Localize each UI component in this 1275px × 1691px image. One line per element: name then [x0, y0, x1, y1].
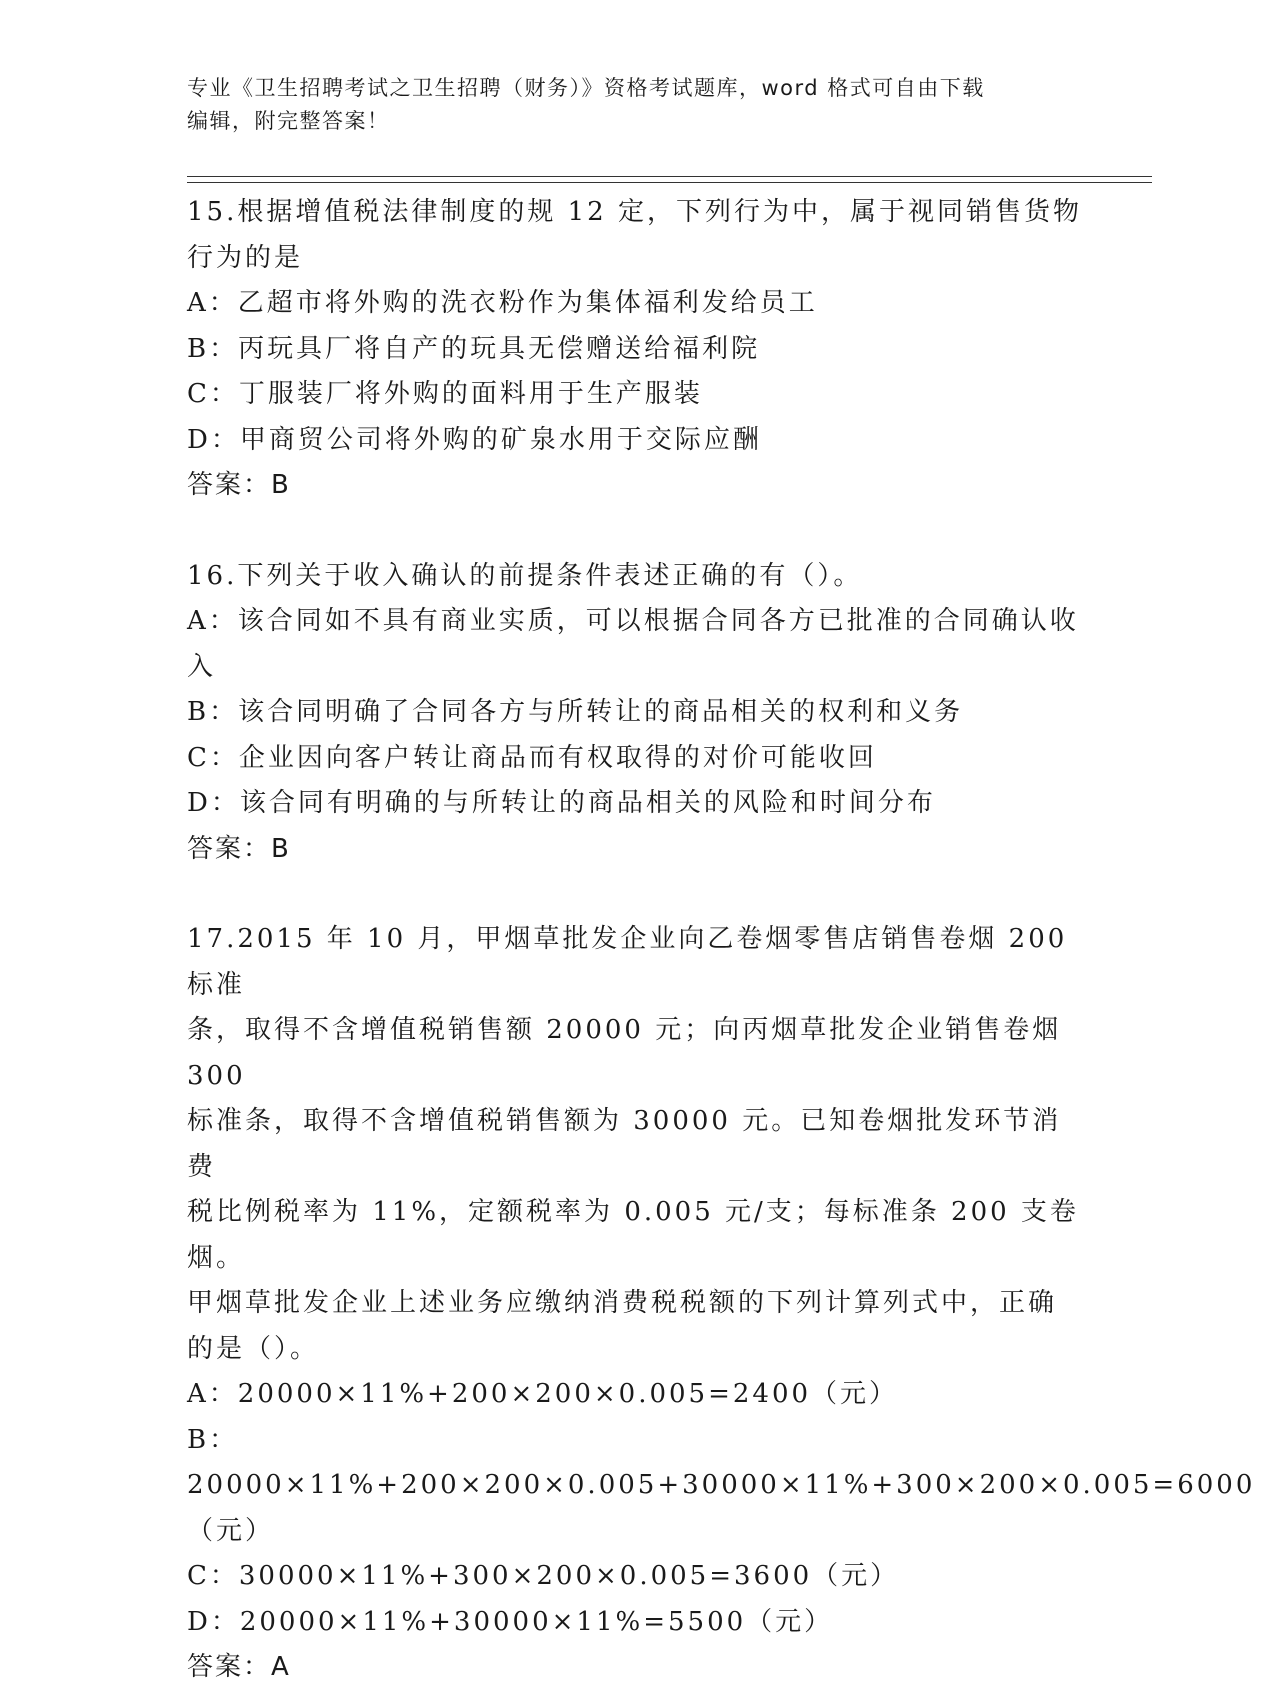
answer-label: 答案：B: [187, 470, 291, 500]
question-stem-line: 行为的是: [187, 242, 304, 273]
header-line-1: 专业《卫生招聘考试之卫生招聘（财务）》资格考试题库，word 格式可自由下载: [187, 76, 985, 100]
option-d: D：该合同有明确的与所转让的商品相关的风险和时间分布: [187, 788, 936, 818]
document-header: [187, 72, 1087, 138]
option-b-continued: （元）: [187, 1515, 275, 1546]
question-stem-line: 标准条，取得不含增值税销售额为 30000 元。已知卷烟批发环节消费: [187, 1106, 1062, 1182]
option-c: C：丁服装厂将外购的面料用于生产服装: [187, 379, 703, 409]
question-spacer: [187, 872, 1087, 917]
option-c: C：企业因向客户转让商品而有权取得的对价可能收回: [187, 742, 877, 773]
answer-label: 答案：B: [187, 833, 291, 864]
option-a: A：20000×11%+200×200×0.005=2400（元）: [187, 1379, 899, 1409]
question-stem-line: 17.2015 年 10 月，甲烟草批发企业向乙卷烟零售店销售卷烟 200 标准: [187, 924, 1079, 1000]
question-16: [187, 554, 1087, 873]
option-d: D：20000×11%+30000×11%=5500（元）: [187, 1606, 834, 1637]
header-divider-bottom: [187, 182, 1152, 183]
answer-label: 答案：A: [187, 1652, 291, 1682]
question-stem-line: 税比例税率为 11%，定额税率为 0.005 元/支；每标准条 200 支卷烟。: [187, 1197, 1079, 1273]
question-stem-line: 甲烟草批发企业上述业务应缴纳消费税税额的下列计算列式中，正确: [187, 1288, 1058, 1318]
question-stem-line: 的是（）。: [187, 1333, 320, 1364]
option-c: C：30000×11%+300×200×0.005=3600（元）: [187, 1561, 900, 1591]
header-divider-top: [187, 176, 1152, 177]
question-stem-line: 16.下列关于收入确认的前提条件表述正确的有（）。: [187, 560, 863, 591]
question-17: [187, 917, 1256, 1691]
question-stem-line: 条，取得不含增值税销售额 20000 元；向丙烟草批发企业销售卷烟 300: [187, 1015, 1073, 1091]
question-stem-line: 15.根据增值税法律制度的规 12 定，下列行为中，属于视同销售货物: [187, 197, 1082, 227]
question-15: [187, 190, 1087, 509]
header-line-2: 编辑，附完整答案！: [187, 109, 390, 133]
option-d: D：甲商贸公司将外购的矿泉水用于交际应酬: [187, 424, 762, 455]
option-a: A：乙超市将外购的洗衣粉作为集体福利发给员工: [187, 288, 818, 318]
option-a: A：该合同如不具有商业实质，可以根据合同各方已批准的合同确认收: [187, 606, 1079, 636]
question-list: [187, 190, 1256, 1691]
option-b: B：丙玩具厂将自产的玩具无偿赠送给福利院: [187, 333, 761, 364]
option-b: B：该合同明确了合同各方与所转让的商品相关的权利和义务: [187, 697, 964, 727]
question-spacer: [187, 509, 1087, 554]
option-a-continued: 入: [187, 651, 217, 682]
option-b: B：20000×11%+200×200×0.005+30000×11%+300×200×0.005=6000: [187, 1424, 1256, 1500]
